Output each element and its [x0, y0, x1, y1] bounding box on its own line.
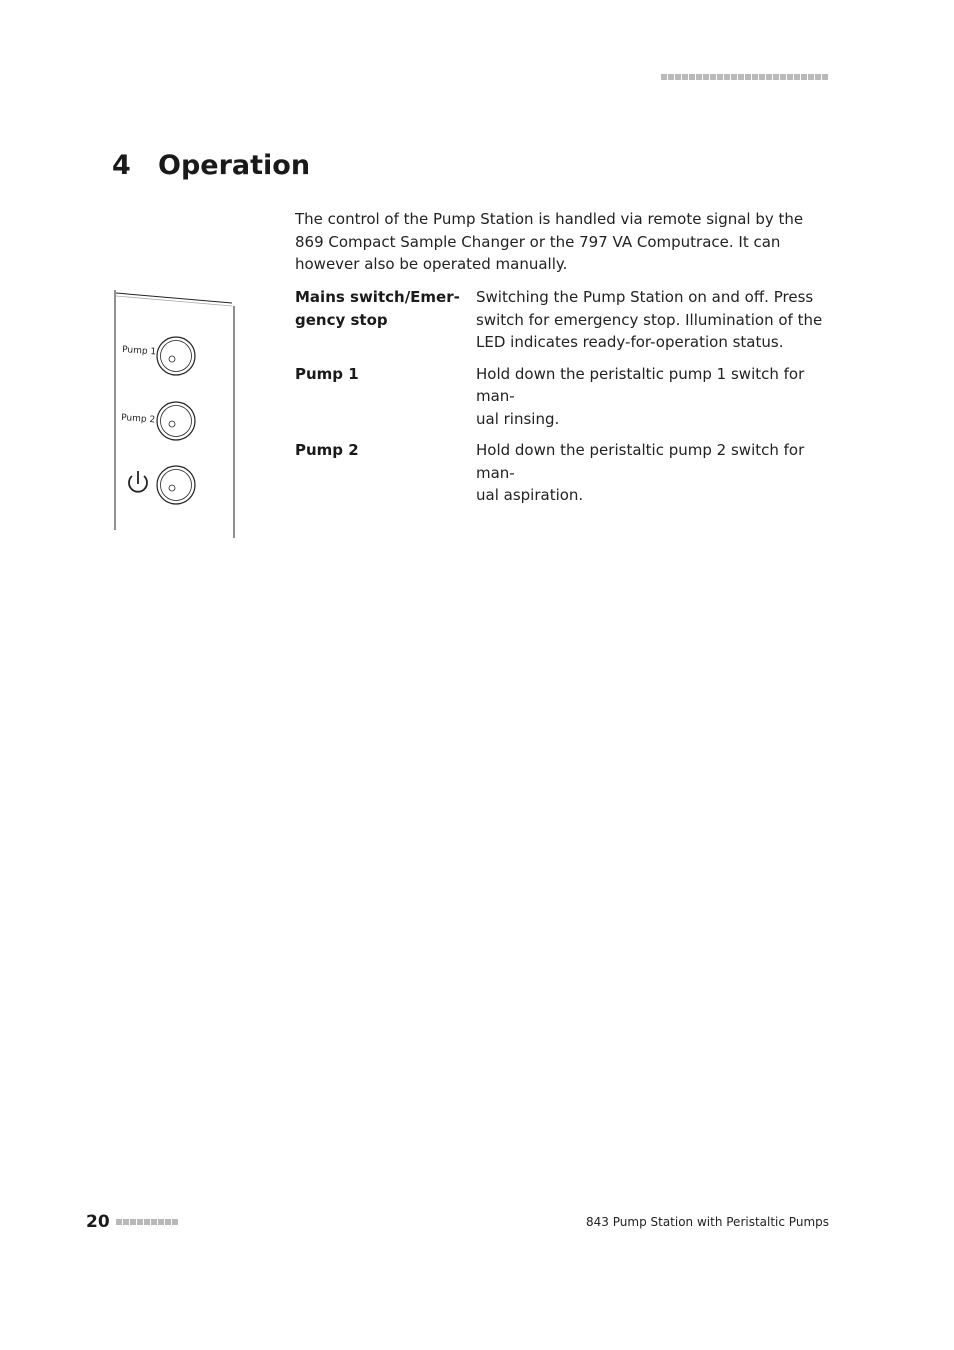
header-decoration [661, 74, 828, 80]
definition-table [295, 286, 835, 516]
definition-term: Pump 1 [295, 364, 359, 383]
chapter-title [112, 150, 310, 181]
definition-description: Switching the Pump Station on and off. Press switch for emergency stop. Illumination of the LED indicates ready-for-operation status. [476, 288, 823, 351]
page-number: 20 [86, 1212, 110, 1232]
decoration-square [703, 74, 709, 80]
power-icon [129, 471, 147, 492]
decoration-square [696, 74, 702, 80]
decoration-square [137, 1219, 143, 1225]
decoration-square [731, 74, 737, 80]
footer-decoration [116, 1219, 178, 1225]
pump2-switch[interactable] [157, 402, 195, 440]
decoration-square [151, 1219, 157, 1225]
pump2-led [169, 421, 175, 427]
decoration-square [710, 74, 716, 80]
decoration-square [745, 74, 751, 80]
decoration-square [787, 74, 793, 80]
pump1-led [169, 356, 175, 362]
decoration-square [717, 74, 723, 80]
decoration-square [675, 74, 681, 80]
decoration-square [116, 1219, 122, 1225]
mains-switch[interactable] [157, 466, 195, 504]
pump1-switch[interactable] [157, 337, 195, 375]
pump2-label: Pump 2 [120, 413, 156, 426]
decoration-square [794, 74, 800, 80]
decoration-square [822, 74, 828, 80]
decoration-square [815, 74, 821, 80]
pump1-label: Pump 1 [121, 345, 157, 358]
decoration-square [689, 74, 695, 80]
decoration-square [808, 74, 814, 80]
decoration-square [165, 1219, 171, 1225]
chapter-number: 4 [112, 150, 131, 181]
definition-description: Hold down the peristaltic pump 1 switch for man- ual rinsing. [476, 364, 805, 428]
definition-row [295, 439, 835, 516]
control-panel-figure [110, 286, 240, 540]
intro-paragraph: The control of the Pump Station is handled via remote signal by the 869 Compact Sample Changer or the 797 VA Computrace. It can however also be operated manually. [295, 210, 804, 273]
decoration-square [661, 74, 667, 80]
decoration-square [773, 74, 779, 80]
definition-description: Hold down the peristaltic pump 2 switch for man- ual aspiration. [476, 441, 805, 504]
definition-term: Mains switch/Emer- gency stop [295, 288, 460, 329]
chapter-heading: Operation [158, 150, 311, 181]
definition-row [295, 286, 835, 363]
decoration-square [158, 1219, 164, 1225]
decoration-square [801, 74, 807, 80]
decoration-square [668, 74, 674, 80]
mains-led [169, 485, 175, 491]
decoration-square [766, 74, 772, 80]
footer-page-block [86, 1212, 178, 1232]
decoration-square [780, 74, 786, 80]
decoration-square [144, 1219, 150, 1225]
decoration-square [123, 1219, 129, 1225]
decoration-square [759, 74, 765, 80]
definition-row [295, 363, 835, 440]
decoration-square [130, 1219, 136, 1225]
decoration-square [172, 1219, 178, 1225]
footer-title: 843 Pump Station with Peristaltic Pumps [586, 1215, 829, 1229]
decoration-square [724, 74, 730, 80]
decoration-square [682, 74, 688, 80]
panel-top-edge [116, 293, 232, 303]
decoration-square [738, 74, 744, 80]
definition-term: Pump 2 [295, 441, 359, 459]
decoration-square [752, 74, 758, 80]
